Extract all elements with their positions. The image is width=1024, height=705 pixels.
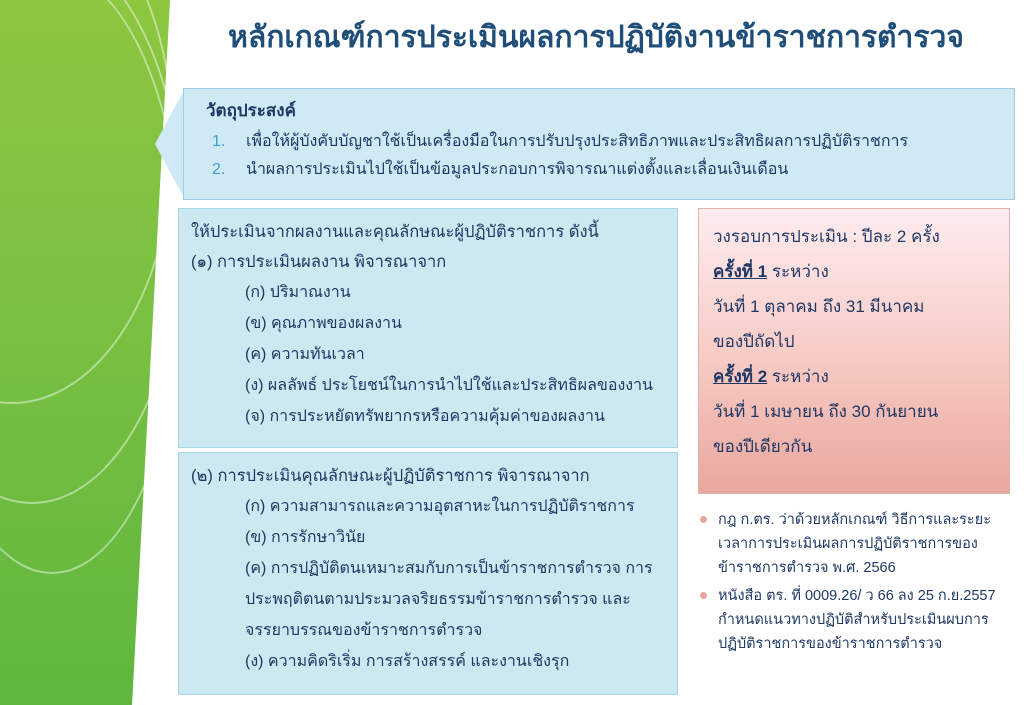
objective-item-number: 2. <box>212 161 226 178</box>
list-item <box>206 156 1000 184</box>
cycle-heading: วงรอบการประเมิน : ปีละ 2 ครั้ง <box>713 227 940 246</box>
list-item: กฎ ก.ตร. ว่าด้วยหลักเกณฑ์ วิธีการและระยะเวลาการประเมินผลการปฏิบัติราชการของข้าราชการตำรวจ พ.ศ. 2566 <box>698 508 1018 580</box>
criteria-section1-item: (จ) การประหยัดทรัพยากรหรือความคุ้มค่าของผลงาน <box>245 408 605 425</box>
criteria-section1-item: (ง) ผลลัพธ์ ประโยชน์ในการนำไปใช้และประสิทธิผลของงาน <box>245 377 653 394</box>
evaluation-cycle-panel <box>698 208 1010 494</box>
cycle-round2-line <box>713 359 995 394</box>
criteria-section1-item: (ค) ความทันเวลา <box>245 346 365 363</box>
reference-list <box>698 508 1018 660</box>
objective-arrow-tab <box>155 88 185 200</box>
cycle-round2-between: ระหว่าง <box>767 367 829 386</box>
criteria-performance-panel <box>178 208 678 448</box>
cycle-round2-label: ครั้งที่ 2 <box>713 367 768 386</box>
list-item <box>206 128 1000 156</box>
criteria-section2-item: (ค) การปฏิบัติตนเหมาะสมกับการเป็นข้าราชการตำรวจ การ <box>245 560 653 577</box>
cycle-round2-year: ของปีเดียวกัน <box>713 437 813 456</box>
objective-item-number: 1. <box>212 133 226 150</box>
criteria-section2-item: (ง) ความคิดริเริ่ม การสร้างสรรค์ และงานเชิงรุก <box>245 653 570 670</box>
objective-heading: วัตถุประสงค์ <box>206 101 296 120</box>
criteria-lead-text: ให้ประเมินจากผลงานและคุณลักษณะผู้ปฏิบัติราชการ ดังนี้ <box>191 223 599 241</box>
objective-box <box>183 88 1015 200</box>
page-title: หลักเกณฑ์การประเมินผลการปฏิบัติงานข้าราชการตำรวจ <box>228 21 964 54</box>
objective-callout <box>155 88 1015 200</box>
reference-items <box>698 508 1018 656</box>
criteria-section2-heading: (๒) การประเมินคุณลักษณะผู้ปฏิบัติราชการ พิจารณาจาก <box>191 467 590 485</box>
criteria-section1-item: (ข) คุณภาพของผลงาน <box>245 315 402 332</box>
cycle-round1-year: ของปีถัดไป <box>713 332 795 351</box>
cycle-round1-line <box>713 254 995 289</box>
list-item: หนังสือ ตร. ที่ 0009.26/ ว 66 ลง 25 ก.ย.2557 กำหนดแนวทางปฏิบัติสำหรับประเมินผบการปฏิบัติราชการของข้าราชการตำรวจ <box>698 584 1018 656</box>
criteria-section2-item-c-cont1: ประพฤติตนตามประมวลจริยธรรมข้าราชการตำรวจ และ <box>245 591 631 608</box>
criteria-section2-item: (ข) การรักษาวินัย <box>245 529 366 546</box>
criteria-section1-heading: (๑) การประเมินผลงาน พิจารณาจาก <box>191 253 447 271</box>
cycle-round1-label: ครั้งที่ 1 <box>713 262 768 281</box>
criteria-section2-item-c-cont2: จรรยาบรรณของข้าราชการตำรวจ <box>245 622 483 639</box>
cycle-round2-dates: วันที่ 1 เมษายน ถึง 30 กันยายน <box>713 402 939 421</box>
criteria-section2-item: (ก) ความสามารถและความอุตสาหะในการปฏิบัติราชการ <box>245 498 635 515</box>
criteria-section1-item: (ก) ปริมาณงาน <box>245 284 351 301</box>
criteria-attributes-panel <box>178 452 678 695</box>
cycle-round1-dates: วันที่ 1 ตุลาคม ถึง 31 มีนาคม <box>713 297 925 316</box>
decorative-left-band <box>0 0 170 705</box>
objective-item-text: นำผลการประเมินไปใช้เป็นข้อมูลประกอบการพิจารณาแต่งตั้งและเลื่อนเงินเดือน <box>246 161 789 178</box>
objective-item-text: เพื่อให้ผู้บังคับบัญชาใช้เป็นเครื่องมือในการปรับปรุงประสิทธิภาพและประสิทธิผลการปฏิบัติราชการ <box>246 133 909 150</box>
cycle-round1-between: ระหว่าง <box>767 262 829 281</box>
objective-list <box>206 128 1000 184</box>
